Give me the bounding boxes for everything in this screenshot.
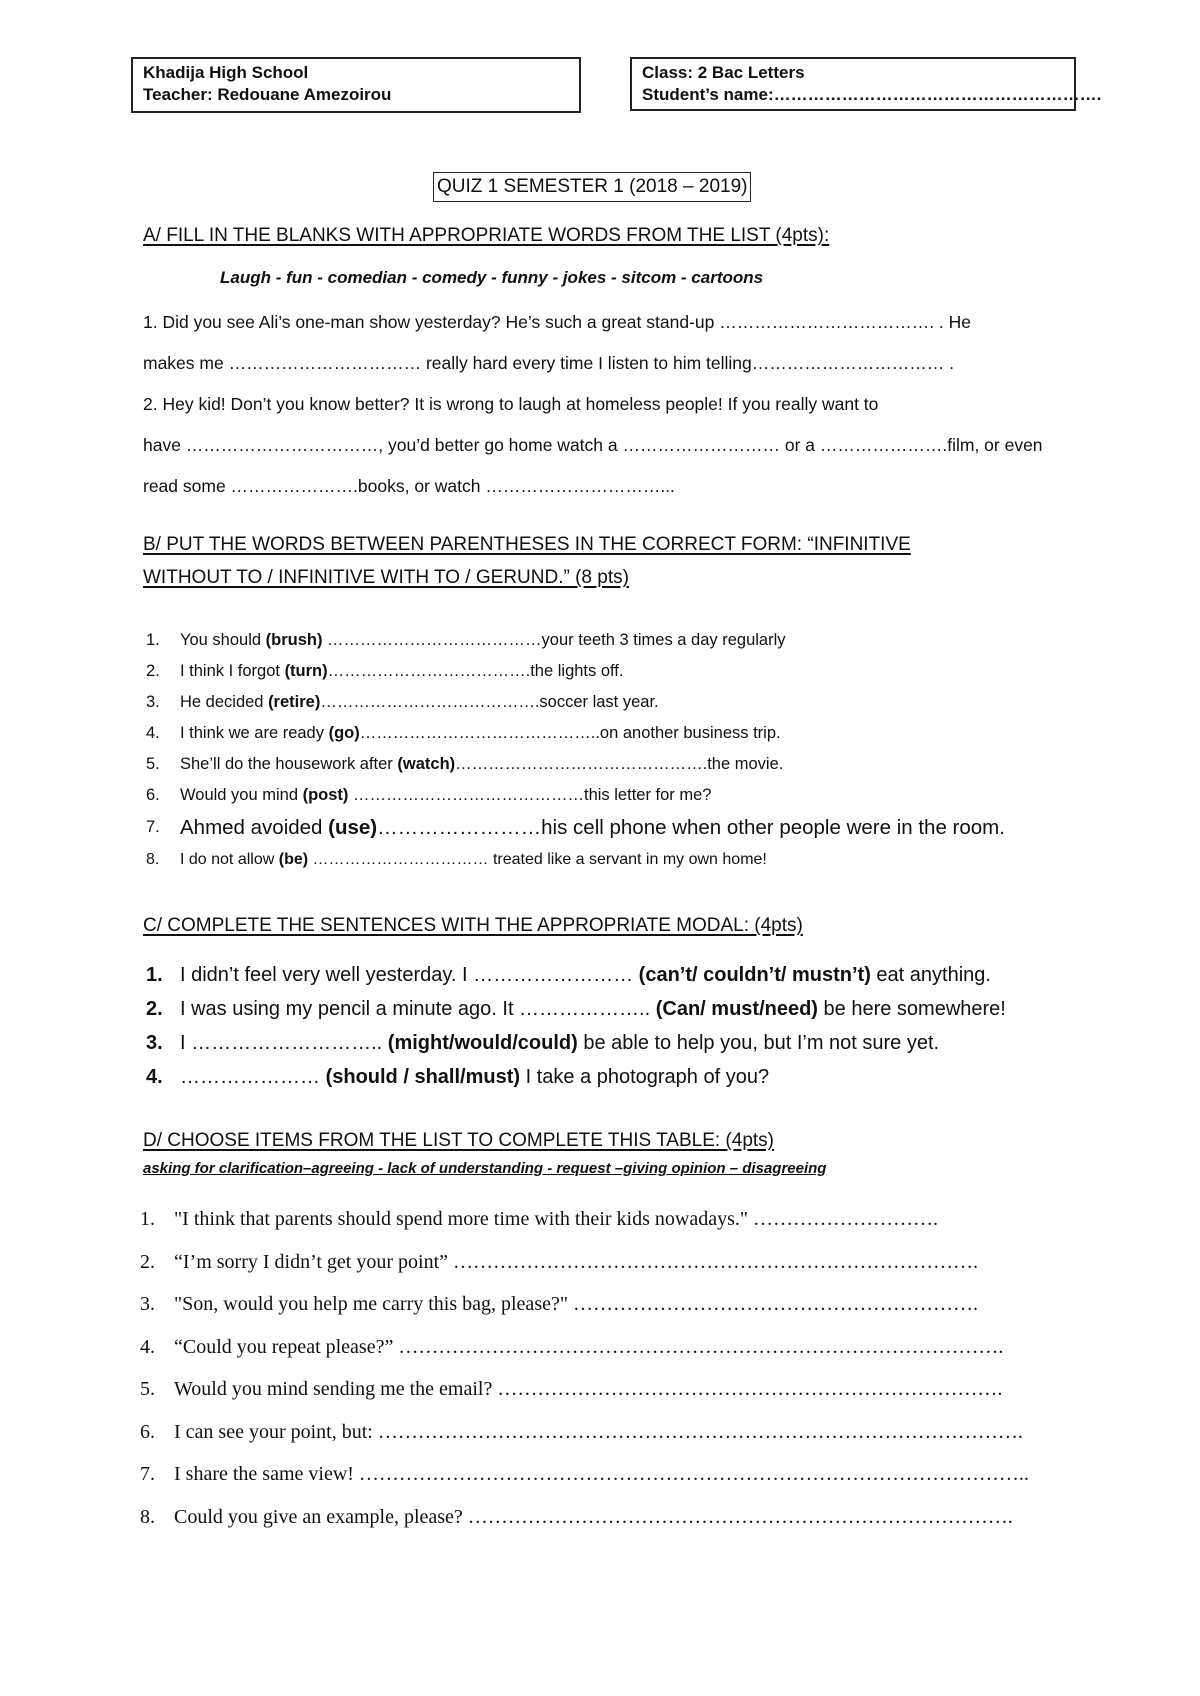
school-name: Khadija High School [143, 63, 309, 82]
section-d-list [140, 1198, 1029, 1538]
list-item: 1. I didn’t feel very well yesterday. I …………………… (can’t/ couldn’t/ mustn’t) eat anything. [146, 964, 991, 986]
list-item: 8. Could you give an example, please? ………………………………………………………………………. [140, 1505, 1013, 1528]
list-item: 8. I do not allow (be) …………………………… treated like a servant in my own home! [146, 851, 767, 868]
section-d-function-list: asking for clarification–agreeing - lack of understanding - request –giving opinion – disagreeing [143, 1160, 827, 1177]
list-item: 7. Ahmed avoided (use)……………………his cell phone when other people were in the room. [146, 816, 1005, 839]
list-item: 4. “Could you repeat please?” ………………………………………………………………………………. [140, 1335, 1004, 1358]
list-item: 3. I ……………………….. (might/would/could) be able to help you, but I’m not sure yet. [146, 1032, 940, 1054]
list-item: 3. He decided (retire)………………………………….soccer last year. [146, 693, 659, 711]
list-item: 3. "Son, would you help me carry this bag, please?" ……………………………………………………. [140, 1293, 979, 1315]
list-item: 6. Would you mind (post) ……………………………………this letter for me? [146, 786, 712, 804]
student-name-field: Student’s name:…………………………………………………. [642, 85, 1102, 104]
section-a-paragraph [143, 302, 1083, 507]
student-info-box [630, 57, 1102, 111]
section-b-heading-line2: WITHOUT TO / INFINITIVE WITH TO / GERUND.” (8 pts) [143, 567, 629, 588]
school-info-box [131, 57, 581, 113]
section-b-heading-line1: B/ PUT THE WORDS BETWEEN PARENTHESES IN THE CORRECT FORM: “INFINITIVE [143, 534, 911, 555]
quiz-title: QUIZ 1 SEMESTER 1 (2018 – 2019) [433, 172, 751, 202]
list-item: 2. I think I forgot (turn)……………………………….the lights off. [146, 662, 624, 680]
section-a-line: have ……………………………, you’d better go home watch a ……………………… or a ………………….film, or even [143, 435, 1043, 455]
section-a-line: makes me …………………………… really hard every time I listen to him telling…………………………… . [143, 353, 954, 373]
section-c-heading: C/ COMPLETE THE SENTENCES WITH THE APPROPRIATE MODAL: (4pts) [143, 915, 803, 936]
list-item: 4. I think we are ready (go)……………………………………..on another business trip. [146, 724, 781, 742]
list-item: 7. I share the same view! ……………………………………………………………………………………….. [140, 1463, 1029, 1485]
section-a-heading: A/ FILL IN THE BLANKS WITH APPROPRIATE WORDS FROM THE LIST (4pts): [143, 225, 830, 246]
list-item: 4. ………………… (should / shall/must) I take a photograph of you? [146, 1066, 770, 1088]
section-a-line: read some ………………….books, or watch …………………………... [143, 476, 675, 496]
list-item: 5. She’ll do the housework after (watch)……………………………………….the movie. [146, 755, 784, 773]
section-b-list [146, 625, 1005, 875]
list-item: 1. "I think that parents should spend more time with their kids nowadays." ………………………. [140, 1208, 939, 1230]
class-label: Class: 2 Bac Letters [642, 63, 805, 82]
list-item: 2. “I’m sorry I didn’t get your point” ……………………………………………………………………. [140, 1250, 979, 1273]
section-a-word-list: Laugh - fun - comedian - comedy - funny - jokes - sitcom - cartoons [220, 268, 764, 287]
section-a-line: 1. Did you see Ali’s one-man show yesterday? He’s such a great stand-up ………………………………. . He [143, 312, 972, 332]
section-c-list [146, 958, 1006, 1094]
section-d-heading: D/ CHOOSE ITEMS FROM THE LIST TO COMPLETE THIS TABLE: (4pts) [143, 1130, 774, 1151]
list-item: 5. Would you mind sending me the email? …………………………………………………………………. [140, 1378, 1003, 1400]
list-item: 2. I was using my pencil a minute ago. It ……………….. (Can/ must/need) be here somewhere! [146, 998, 1006, 1020]
section-a-line: 2. Hey kid! Don’t you know better? It is wrong to laugh at homeless people! If you really want to [143, 394, 879, 414]
list-item: 6. I can see your point, but: ……………………………………………………………………………………. [140, 1420, 1023, 1443]
teacher-name: Teacher: Redouane Amezoirou [143, 85, 392, 104]
list-item: 1. You should (brush) …………………………………your teeth 3 times a day regularly [146, 631, 786, 649]
